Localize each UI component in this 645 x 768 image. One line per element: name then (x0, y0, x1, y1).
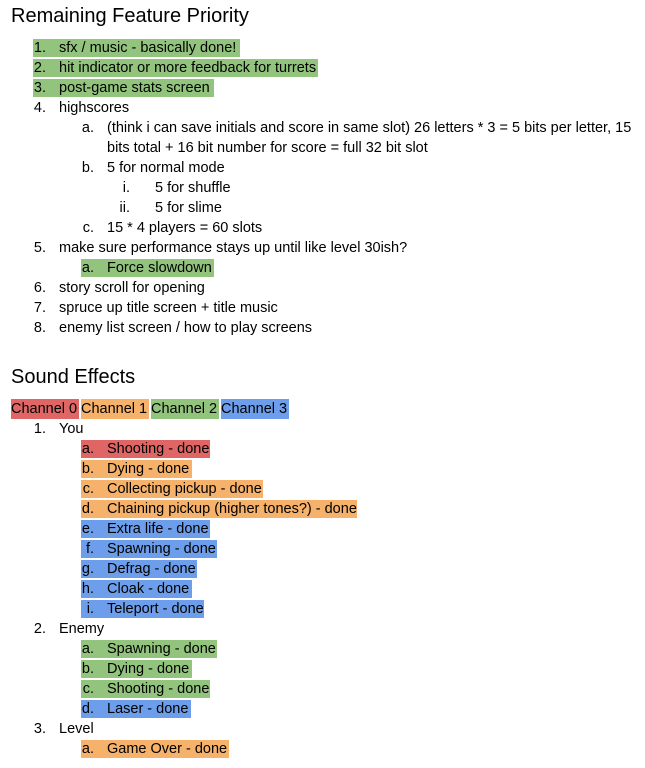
list-number: 2. (33, 60, 46, 76)
list-number: ii. (119, 200, 130, 216)
list-number: b. (81, 461, 94, 477)
list-item (0, 419, 645, 439)
list-text: story scroll for opening (59, 280, 205, 296)
list-text: Level (59, 721, 94, 737)
list-number: 3. (33, 80, 46, 96)
channel-3-label: Channel 3 (221, 401, 288, 417)
list-item (0, 198, 645, 218)
list-item (0, 78, 645, 98)
list-number: c. (82, 220, 94, 236)
list-number: b. (81, 661, 94, 677)
list-number: h. (81, 581, 94, 597)
list-item (0, 278, 645, 298)
list-item (0, 519, 645, 539)
list-text: 5 for slime (155, 200, 222, 216)
list-item (0, 659, 645, 679)
list-number: 4. (33, 100, 46, 116)
list-item (0, 218, 645, 238)
channel-0-label: Channel 0 (11, 401, 78, 417)
list-item (0, 499, 645, 519)
list-item (0, 318, 645, 338)
list-item (0, 679, 645, 699)
list-text: You (59, 421, 84, 437)
list-text: Teleport - done (107, 601, 204, 617)
list-number: g. (81, 561, 94, 577)
channel-1-label: Channel 1 (81, 401, 148, 417)
list-number: 2. (33, 621, 46, 637)
list-text: Shooting - done (107, 681, 210, 697)
list-item (0, 158, 645, 178)
list-number: b. (81, 160, 94, 176)
list-item (0, 98, 645, 118)
list-text: Shooting - done (107, 441, 210, 457)
list-text: sfx / music - basically done! (59, 40, 237, 56)
list-text: Collecting pickup - done (107, 481, 262, 497)
list-item (0, 238, 645, 258)
list-text: Game Over - done (107, 741, 228, 757)
list-number: i. (86, 601, 94, 617)
list-text: hit indicator or more feedback for turrets (59, 60, 317, 76)
list-number: 5. (33, 240, 46, 256)
heading-sound-effects: Sound Effects (11, 366, 136, 388)
list-item (0, 258, 645, 278)
list-text: enemy list screen / how to play screens (59, 320, 313, 336)
list-text: Laser - done (107, 701, 189, 717)
list-number: a. (81, 741, 94, 757)
list-text: Spawning - done (107, 541, 216, 557)
list-number: 3. (33, 721, 46, 737)
list-text: Defrag - done (107, 561, 196, 577)
list-text: make sure performance stays up until like level 30ish? (59, 240, 408, 256)
list-number: d. (81, 501, 94, 517)
list-number: 6. (33, 280, 46, 296)
list-item (0, 58, 645, 78)
channel-2-label: Channel 2 (151, 401, 218, 417)
list-number: a. (81, 260, 94, 276)
list-item (0, 298, 645, 318)
list-item (0, 639, 645, 659)
list-text: Force slowdown (107, 260, 212, 276)
list-text: 15 * 4 players = 60 slots (107, 220, 263, 236)
list-item (0, 38, 645, 58)
list-item-continuation (0, 138, 645, 158)
list-number: c. (82, 681, 94, 697)
list-text: highscores (59, 100, 130, 116)
list-text: post-game stats screen (59, 80, 210, 96)
heading-remaining-feature-priority: Remaining Feature Priority (11, 5, 249, 27)
list-text: bits total + 16 bit number for score = full 32 bit slot (107, 140, 428, 156)
list-text: 5 for normal mode (107, 160, 225, 176)
list-text: Enemy (59, 621, 105, 637)
list-text: Dying - done (107, 461, 190, 477)
list-number: 7. (33, 300, 46, 316)
list-item (0, 459, 645, 479)
list-number: e. (81, 521, 94, 537)
list-item (0, 479, 645, 499)
list-item (0, 559, 645, 579)
list-number: c. (82, 481, 94, 497)
list-text: Dying - done (107, 661, 190, 677)
list-number: 1. (33, 40, 46, 56)
list-text: Extra life - done (107, 521, 209, 537)
channel-legend (0, 399, 645, 419)
list-text: Cloak - done (107, 581, 190, 597)
list-number: a. (81, 441, 94, 457)
list-number: a. (81, 641, 94, 657)
list-item (0, 599, 645, 619)
list-item (0, 619, 645, 639)
list-text: Spawning - done (107, 641, 216, 657)
list-text: (think i can save initials and score in same slot) 26 letters * 3 = 5 bits per letter, 15 (107, 120, 632, 136)
list-item (0, 719, 645, 739)
list-number: i. (122, 180, 130, 196)
list-number: f. (85, 541, 94, 557)
list-number: d. (81, 701, 94, 717)
list-item (0, 579, 645, 599)
list-text: 5 for shuffle (155, 180, 231, 196)
list-number: a. (81, 120, 94, 136)
list-item (0, 699, 645, 719)
list-number: 1. (33, 421, 46, 437)
list-item (0, 739, 645, 759)
list-text: Chaining pickup (higher tones?) - done (107, 501, 357, 517)
list-item (0, 118, 645, 138)
list-item (0, 178, 645, 198)
list-number: 8. (33, 320, 46, 336)
list-item (0, 439, 645, 459)
list-item (0, 539, 645, 559)
list-text: spruce up title screen + title music (59, 300, 278, 316)
